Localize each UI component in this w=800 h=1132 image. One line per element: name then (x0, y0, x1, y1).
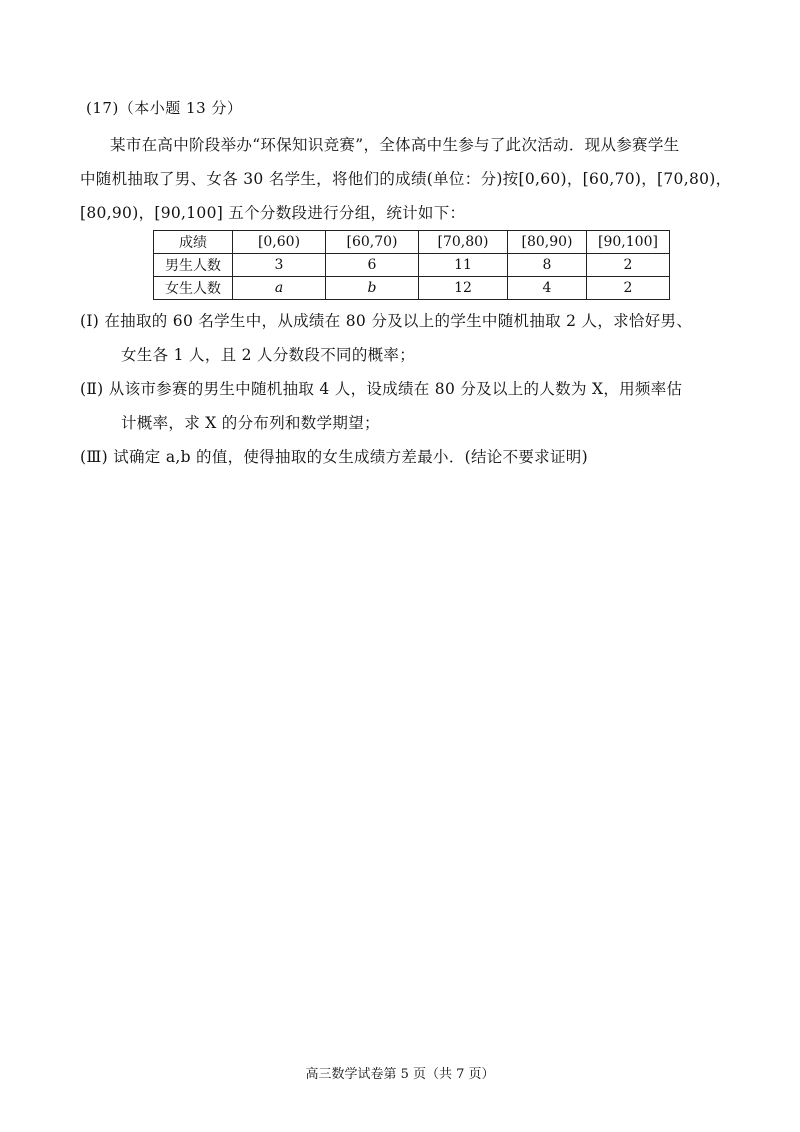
page-footer: 高三数学试卷第 5 页（共 7 页） (305, 1067, 495, 1082)
table-row-male (154, 254, 670, 277)
question-2-line-2: 计概率，求 X 的分布列和数学期望； (121, 414, 380, 432)
question-3-label: (Ⅲ) (80, 448, 108, 466)
table-cell: 2 (587, 277, 670, 300)
question-3 (80, 440, 760, 474)
question-1 (80, 304, 760, 372)
table-cell: 12 (419, 277, 508, 300)
problem-intro (80, 128, 740, 230)
question-2-line-1: 从该市参赛的男生中随机抽取 4 人，设成绩在 80 分及以上的人数为 X，用频率估 (108, 380, 683, 398)
table-header-cell: [70,80) (419, 231, 508, 254)
table-cell: 4 (508, 277, 587, 300)
table-row-female (154, 277, 670, 300)
table-header-cell: [60,70) (326, 231, 419, 254)
question-2-label: (Ⅱ) (80, 380, 104, 398)
question-1-line-2: 女生各 1 人，且 2 人分数段不同的概率； (121, 346, 416, 364)
question-1-label: (Ⅰ) (80, 312, 100, 330)
table-header-cell: 成绩 (154, 231, 233, 254)
question-2 (80, 372, 760, 440)
table-cell: 男生人数 (154, 254, 233, 277)
table-cell: 6 (326, 254, 419, 277)
table-cell: 女生人数 (154, 277, 233, 300)
intro-line-1: 某市在高中阶段举办“环保知识竞赛”，全体高中生参与了此次活动．现从参赛学生 (110, 136, 680, 154)
table-cell: a (233, 277, 326, 300)
question-1-line-1: 在抽取的 60 名学生中，从成绩在 80 分及以上的学生中随机抽取 2 人，求恰好男、 (104, 312, 693, 330)
score-table (153, 230, 670, 300)
table-header-cell: [90,100] (587, 231, 670, 254)
table-cell: b (326, 277, 419, 300)
question-3-line-1: 试确定 a,b 的值，使得抽取的女生成绩方差最小．(结论不要求证明) (113, 448, 588, 466)
table-cell: 11 (419, 254, 508, 277)
table-header-row (154, 231, 670, 254)
table-header-cell: [80,90) (508, 231, 587, 254)
table-cell: 3 (233, 254, 326, 277)
table-header-cell: [0,60) (233, 231, 326, 254)
table-cell: 2 (587, 254, 670, 277)
problem-heading: (17)（本小题 13 分） (86, 99, 243, 117)
intro-line-3: [80,90)，[90,100] 五个分数段进行分组，统计如下： (80, 204, 466, 222)
table-cell: 8 (508, 254, 587, 277)
intro-line-2: 中随机抽取了男、女各 30 名学生，将他们的成绩(单位：分)按[0,60)，[60,70)，[70,80)， (80, 170, 732, 188)
